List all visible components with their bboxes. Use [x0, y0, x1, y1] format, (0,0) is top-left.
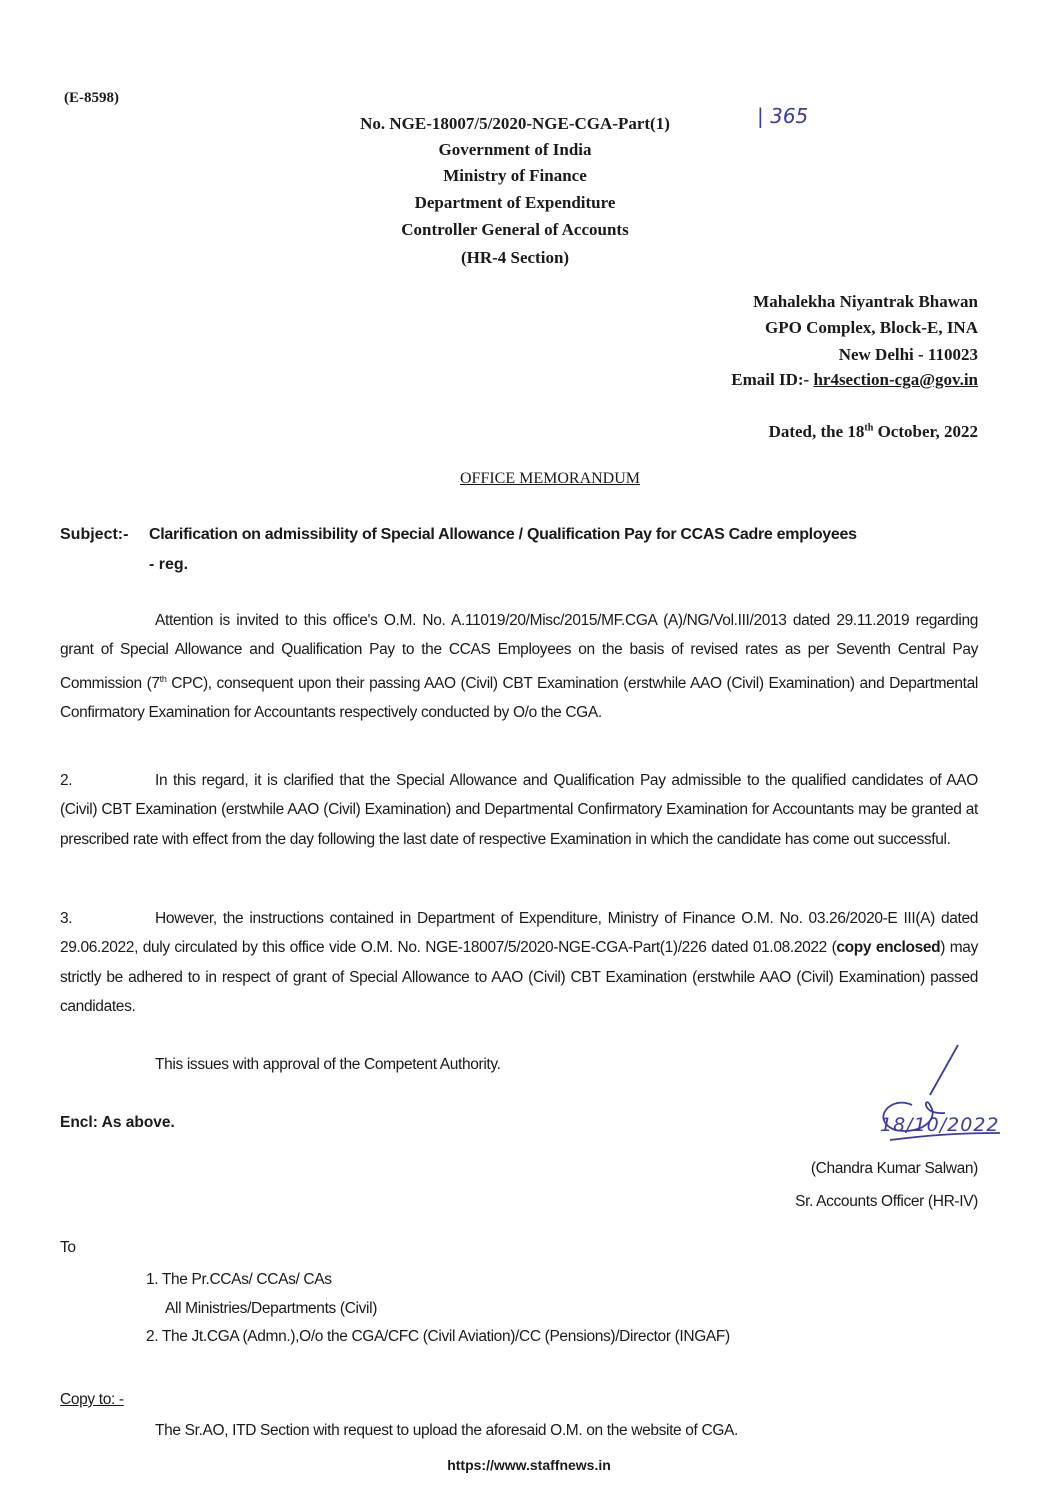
copy-to-text: The Sr.AO, ITD Section with request to upload the aforesaid O.M. on the website of CGA. — [155, 1422, 738, 1439]
signatory-designation: Sr. Accounts Officer (HR-IV) — [795, 1193, 978, 1210]
header-line: Controller General of Accounts — [401, 220, 629, 239]
date-line: Dated, the 18th October, 2022 — [768, 422, 978, 441]
copy-to-label: Copy to: - — [60, 1391, 124, 1408]
handwritten-date: 18/10/2022 — [880, 1114, 1000, 1136]
paragraph-2: 2. In this regard, it is clarified that the Special Allowance and Qualification Pay admissible to the qualified candidates of AAO (Civil) CBT Examination (erstwhile AAO (Civil) Examination) and Departmental Confirmatory Examination for Accountants may be granted at prescribed rate with effect from the day following the last date of respective Examination in which the candidate has come out successful. — [60, 772, 978, 848]
subject-text: Clarification on admissibility of Special Allowance / Qualification Pay for CCAS Cadre employees — [149, 526, 857, 543]
subject-label: Subject:- — [60, 526, 129, 543]
enclosure-note: Encl: As above. — [60, 1114, 175, 1131]
file-number: No. NGE-18007/5/2020-NGE-CGA-Part(1) — [360, 114, 670, 133]
address-line: Mahalekha Niyantrak Bhawan — [753, 292, 978, 311]
approval-line: This issues with approval of the Competent Authority. — [155, 1056, 501, 1073]
address-line: GPO Complex, Block-E, INA — [765, 318, 978, 337]
signatory-name: (Chandra Kumar Salwan) — [810, 1160, 978, 1177]
recipient-item: 1. The Pr.CCAs/ CCAs/ CAs All Ministries/Departments (Civil) — [146, 1271, 378, 1318]
email-link[interactable]: hr4section-cga@gov.in — [813, 370, 978, 389]
header-line: (HR-4 Section) — [460, 248, 570, 267]
document-title: OFFICE MEMORANDUM — [459, 470, 641, 487]
to-label: To — [60, 1239, 76, 1256]
paragraph-3: 3. However, the instructions contained in Department of Expenditure, Ministry of Finance O.M. No. 03.26/2020-E III(A) dated 29.06.2022, duly circulated by this office vide O.M. No. NGE-18007/5/2020-NGE-CGA-Part(1)/226 dated 01.08.2022 (copy enclosed) may strictly be adhered to in respect of grant of Special Allowance to AAO (Civil) CBT Examination (erstwhile AAO (Civil) Examination) passed candidates. — [60, 910, 978, 1015]
recipient-item: 2. The Jt.CGA (Admn.),O/o the CGA/CFC (Civil Aviation)/CC (Pensions)/Director (INGAF) — [146, 1328, 730, 1345]
subject-tail: - reg. — [149, 556, 189, 573]
footer-url[interactable]: https://www.staffnews.in — [447, 1457, 611, 1473]
signature-mark — [850, 1035, 1020, 1165]
reference-code: (E-8598) — [64, 90, 119, 106]
header-line: Department of Expenditure — [414, 193, 616, 212]
paragraph-1: Attention is invited to this office's O.M. No. A.11019/20/Misc/2015/MF.CGA (A)/NG/Vol.III/2013 dated 29.11.2019 regarding grant of Special Allowance and Qualification Pay to the CCAS Employees on the basis of revised rates as per Seventh Central Pay Commission (7th CPC), consequent upon their passing AAO (Civil) CBT Examination (erstwhile AAO (Civil) Examination) and Departmental Confirmatory Examination for Accountants respectively conducted by O/o the CGA. — [60, 612, 979, 722]
address-line: New Delhi - 110023 — [838, 345, 978, 364]
email-line: Email ID:- hr4section-cga@gov.in — [731, 370, 978, 389]
header-line: Government of India — [438, 140, 592, 159]
header-line: Ministry of Finance — [443, 166, 587, 185]
handwritten-number: | 365 — [757, 104, 809, 128]
